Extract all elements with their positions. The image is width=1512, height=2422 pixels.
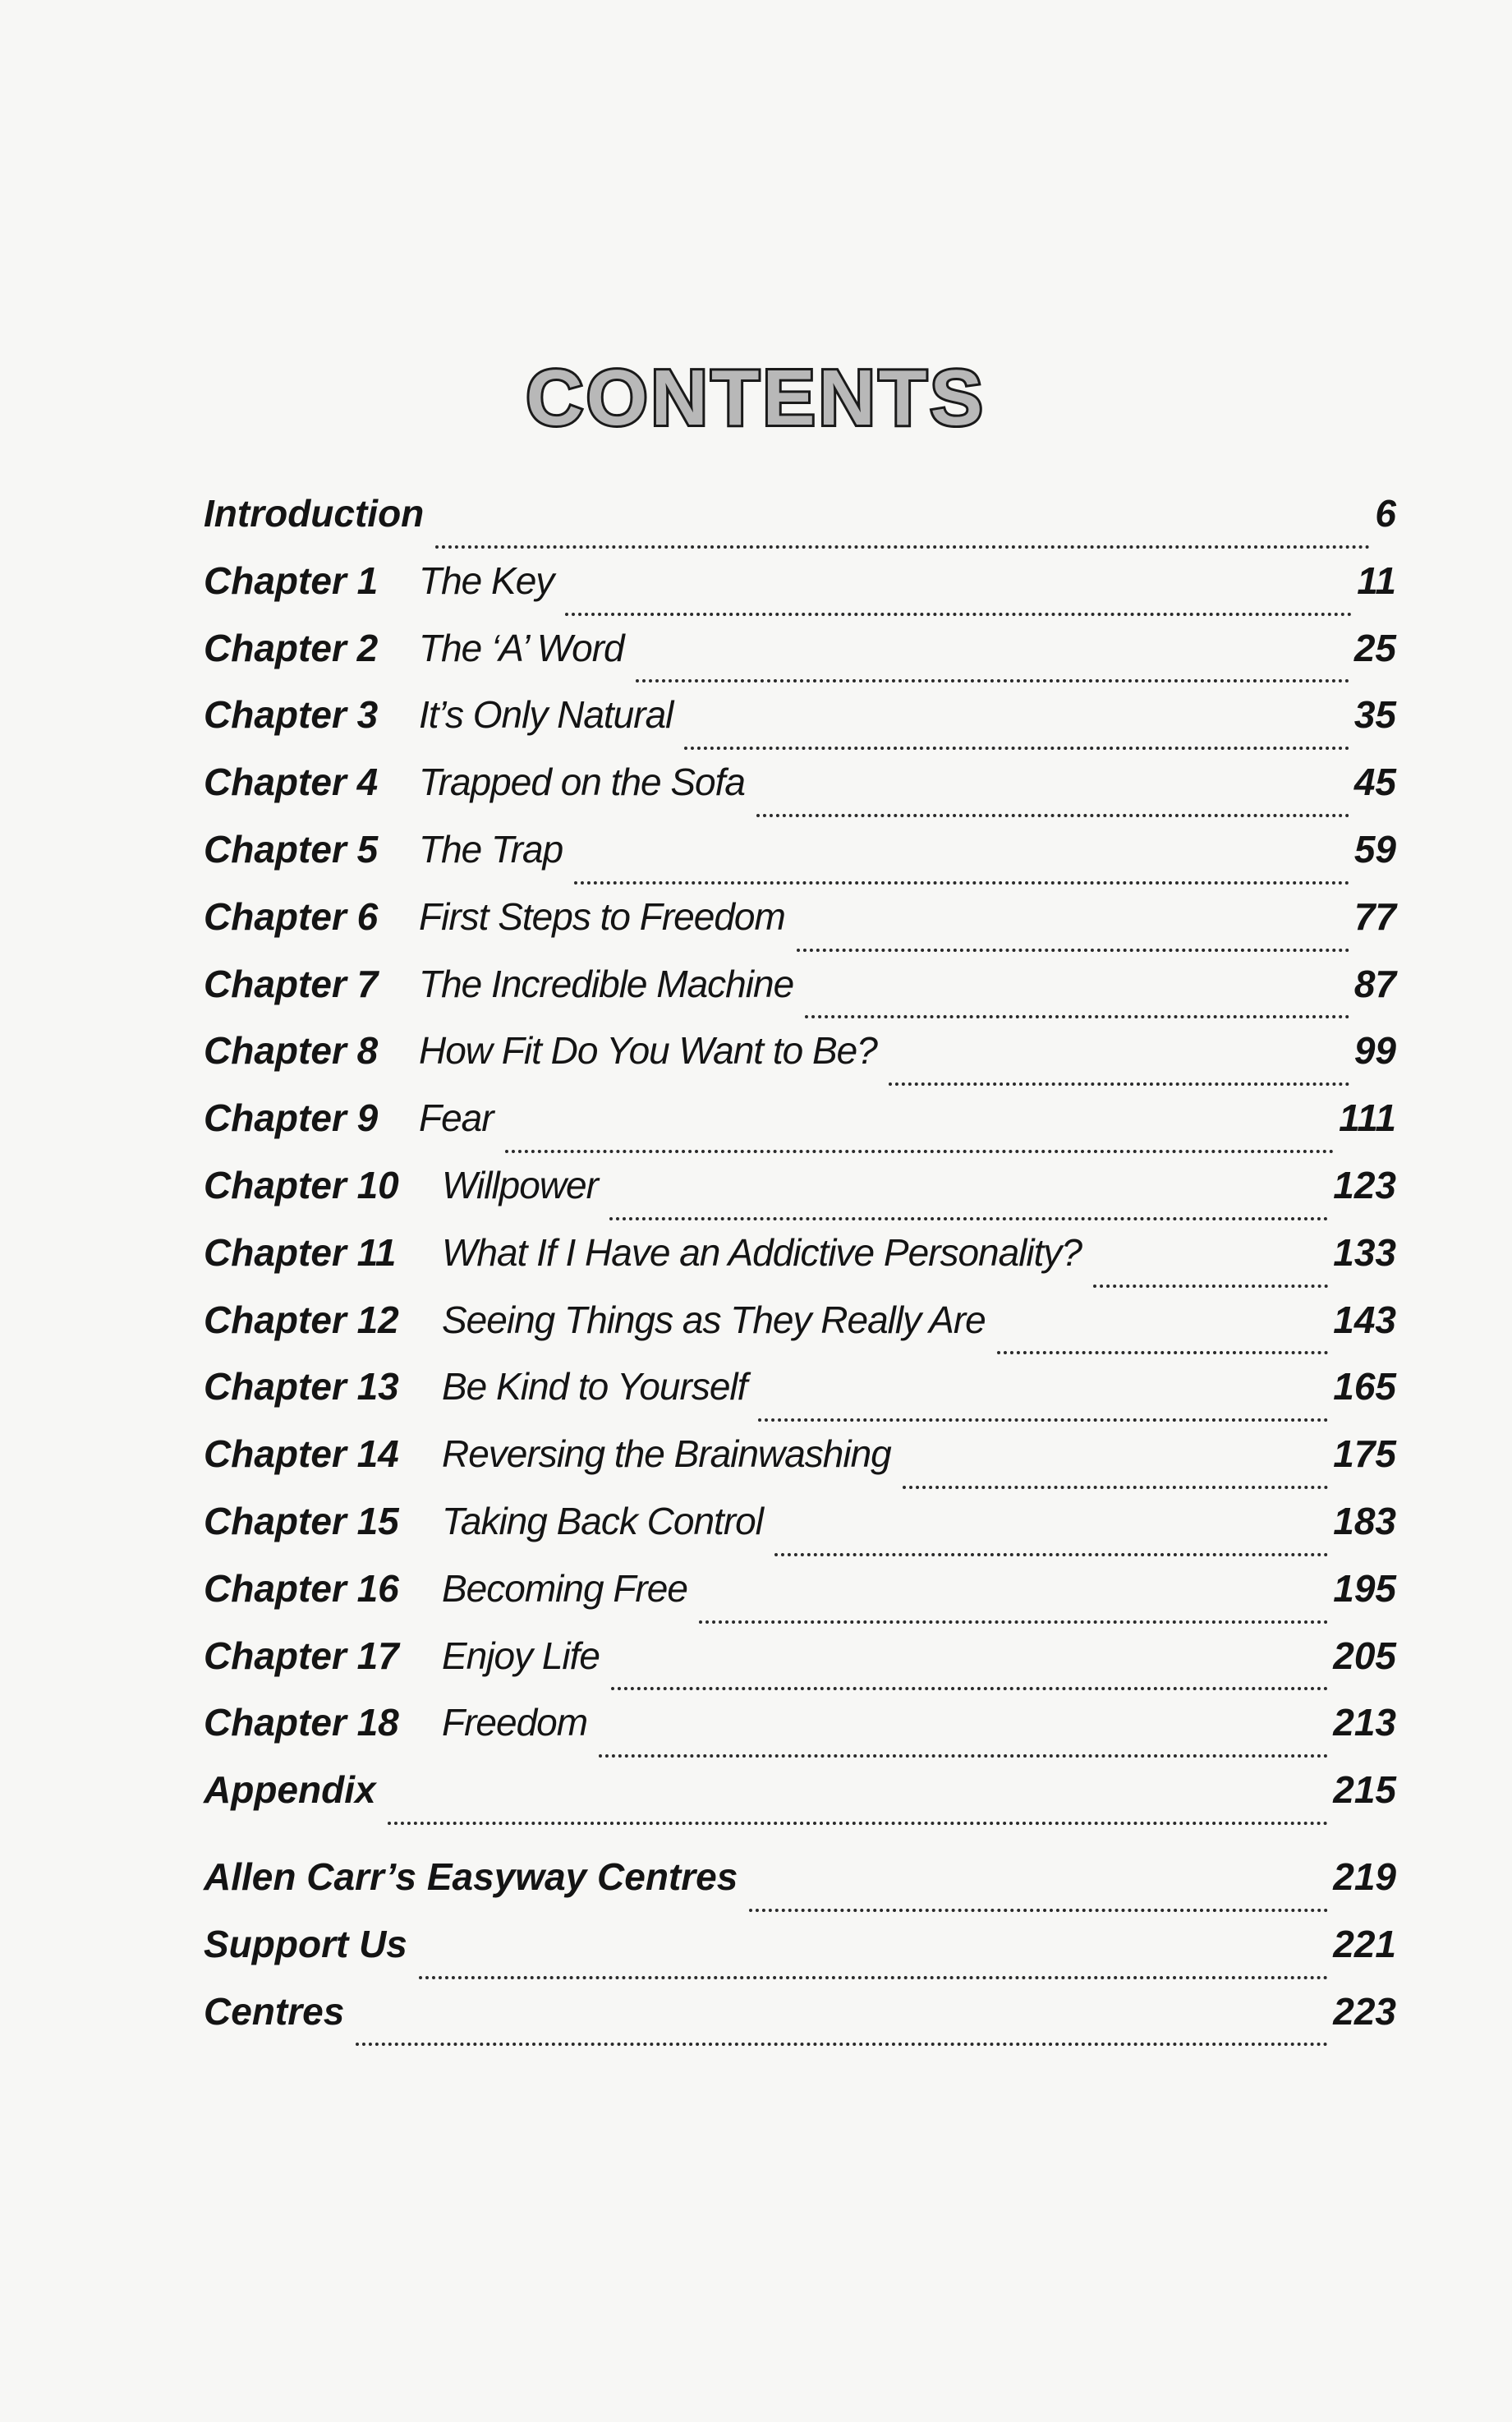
toc-chapter-entry (204, 692, 1396, 760)
chapter-number: Chapter 18 (204, 1701, 399, 1744)
section-label: Centres (204, 1989, 345, 2033)
toc-chapter-entry (204, 1298, 1396, 1365)
chapter-number: Chapter 7 (204, 962, 379, 1005)
chapter-number: Chapter 14 (204, 1432, 399, 1476)
toc-chapter-entry (204, 894, 1396, 962)
chapter-number: Chapter 16 (204, 1566, 399, 1610)
chapter-title: What If I Have an Addictive Personality? (442, 1230, 1082, 1274)
chapter-number: Chapter 15 (204, 1499, 399, 1542)
page-number: 25 (1353, 626, 1396, 669)
toc-chapter-entry (204, 760, 1396, 827)
dot-leader (797, 948, 1349, 952)
toc-chapter-entry (204, 1230, 1396, 1298)
page-number: 59 (1353, 827, 1396, 871)
page-number: 175 (1333, 1432, 1396, 1476)
dot-leader (756, 813, 1349, 817)
toc-section-entry (204, 1854, 1396, 1922)
section-label: Introduction (204, 492, 425, 535)
page-number: 6 (1375, 492, 1396, 535)
chapter-title: The Incredible Machine (419, 962, 794, 1005)
dot-leader (599, 1753, 1328, 1758)
dot-leader (699, 1620, 1328, 1624)
page-number: 165 (1333, 1365, 1396, 1409)
toc-chapter-entry (204, 1499, 1396, 1566)
page-number: 183 (1333, 1499, 1396, 1542)
section-label: Support Us (204, 1922, 407, 1965)
page-number: 11 (1357, 558, 1396, 602)
dot-leader (611, 1686, 1328, 1690)
page-number: 123 (1333, 1163, 1396, 1206)
dot-leader (749, 1908, 1328, 1912)
chapter-number: Chapter 5 (204, 827, 379, 871)
chapter-number: Chapter 11 (204, 1230, 397, 1274)
chapter-number: Chapter 1 (204, 558, 379, 602)
page-number: 213 (1333, 1701, 1396, 1744)
chapter-title: Be Kind to Yourself (442, 1365, 747, 1409)
page-title: CONTENTS (526, 354, 986, 442)
toc-chapter-entry (204, 1364, 1396, 1432)
toc-section-entry (204, 1922, 1396, 1989)
toc-chapter-entry (204, 1028, 1396, 1096)
dot-leader (505, 1149, 1334, 1153)
toc-chapter-entry (204, 1096, 1396, 1163)
dot-leader (435, 545, 1370, 549)
chapter-title: The ‘A’ Word (419, 626, 624, 669)
page-number: 35 (1353, 693, 1396, 737)
dot-leader (805, 1014, 1349, 1018)
toc-chapter-entry (204, 962, 1396, 1029)
section-label: Allen Carr’s Easyway Centres (204, 1854, 738, 1898)
dot-leader (774, 1552, 1328, 1556)
chapter-number: Chapter 8 (204, 1029, 379, 1073)
chapter-number: Chapter 17 (204, 1634, 399, 1677)
page-number: 219 (1333, 1854, 1396, 1898)
page-number: 133 (1333, 1230, 1396, 1274)
dot-leader (684, 746, 1349, 750)
dot-leader (388, 1821, 1329, 1825)
dot-leader (889, 1082, 1349, 1086)
chapter-title: Freedom (442, 1701, 588, 1744)
chapter-number: Chapter 9 (204, 1096, 379, 1140)
dot-leader (356, 2042, 1328, 2046)
toc-chapter-entry (204, 827, 1396, 894)
chapter-title: Seeing Things as They Really Are (442, 1298, 986, 1341)
toc-chapter-entry (204, 1163, 1396, 1230)
toc-chapter-entry (204, 1700, 1396, 1767)
toc-chapter-entry (204, 626, 1396, 693)
chapter-title: How Fit Do You Want to Be? (419, 1029, 877, 1073)
dot-leader (903, 1485, 1328, 1489)
toc-chapter-entry (204, 558, 1396, 626)
chapter-title: It’s Only Natural (419, 693, 673, 737)
toc-section-entry (204, 1767, 1396, 1835)
dot-leader (1093, 1284, 1328, 1288)
chapter-number: Chapter 10 (204, 1163, 399, 1206)
chapter-title: Enjoy Life (442, 1634, 600, 1677)
toc-chapter-entry (204, 1432, 1396, 1499)
page-number: 195 (1333, 1566, 1396, 1610)
chapter-number: Chapter 2 (204, 626, 379, 669)
page-number: 223 (1333, 1989, 1396, 2033)
chapter-number: Chapter 12 (204, 1298, 399, 1341)
dot-leader (758, 1418, 1328, 1422)
section-label: Appendix (204, 1768, 376, 1812)
chapter-title: First Steps to Freedom (419, 894, 785, 938)
page-number: 99 (1353, 1029, 1396, 1073)
dot-leader (574, 880, 1349, 885)
dot-leader (419, 1975, 1328, 1979)
chapter-title: Taking Back Control (442, 1499, 763, 1542)
page-number: 45 (1353, 761, 1396, 804)
dot-leader (997, 1350, 1328, 1354)
chapter-number: Chapter 13 (204, 1365, 399, 1409)
chapter-number: Chapter 6 (204, 894, 379, 938)
page-number: 111 (1339, 1096, 1396, 1140)
page-number: 215 (1333, 1768, 1396, 1812)
chapter-title: The Trap (419, 827, 563, 871)
page-number: 205 (1333, 1634, 1396, 1677)
chapter-title: Fear (419, 1096, 494, 1140)
dot-leader (636, 678, 1349, 682)
page-number: 221 (1333, 1922, 1396, 1965)
toc-section-entry (204, 1989, 1396, 2057)
chapter-number: Chapter 4 (204, 761, 379, 804)
chapter-title: Reversing the Brainwashing (442, 1432, 891, 1476)
toc-section-entry (204, 491, 1396, 558)
chapter-title: Willpower (442, 1163, 598, 1206)
page-number: 87 (1353, 962, 1396, 1005)
chapter-title: Trapped on the Sofa (419, 761, 745, 804)
chapter-number: Chapter 3 (204, 693, 379, 737)
chapter-title: Becoming Free (442, 1566, 687, 1610)
chapter-title: The Key (419, 558, 554, 602)
dot-leader (609, 1216, 1328, 1220)
page-number: 143 (1333, 1298, 1396, 1341)
dot-leader (565, 612, 1352, 616)
toc-chapter-entry (204, 1566, 1396, 1634)
toc-chapter-entry (204, 1634, 1396, 1701)
page-number: 77 (1353, 894, 1396, 938)
table-of-contents (204, 491, 1396, 2056)
